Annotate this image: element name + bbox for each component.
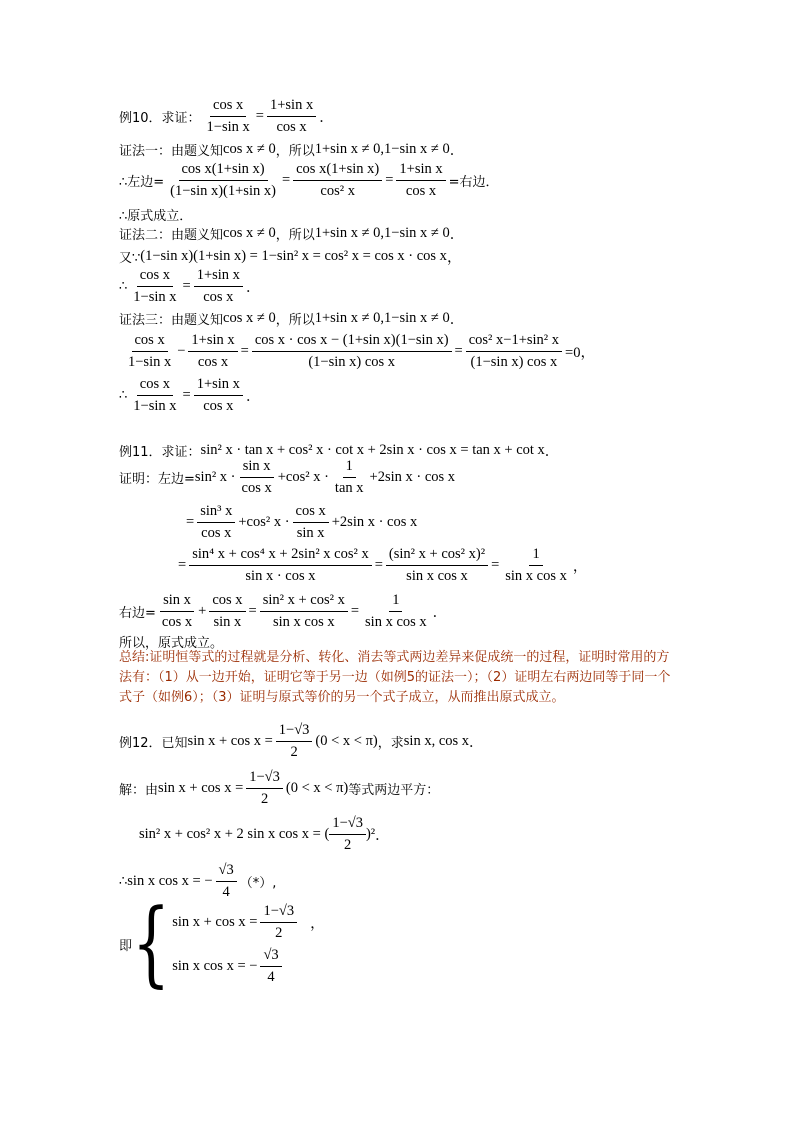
system-row-2: sin x cos x = − $\frac{√3}{4}$ [172,947,324,985]
fraction: $\frac{\text{sin³ x}}{\text{cos x}}$ [197,503,235,541]
fraction: $\frac{\text{cos² x−1+sin² x}}{\text{(1−sin x) cos x}}$ [466,332,562,370]
proof2-premise: 证法二： 由题义知 cos x ≠ 0 ，所以 1+sin x ≠ 0,1−sin x ≠ 0 ． [119,225,465,243]
fraction: $\frac{\text{cos x}}{\text{1−sin x}}$ [128,332,172,370]
proof2-conclusion: ∴ $\frac{\text{cos x}}{\text{1−sin x}}$ = $\frac{\text{1+sin x}}{\text{cos x}}$ ． [119,267,261,305]
proof3-conclusion: ∴ $\frac{\text{cos x}}{\text{1−sin x}}$ = $\frac{\text{1+sin x}}{\text{cos x}}$ ． [119,376,261,414]
proof2-identity: 又∵ (1−sin x)(1+sin x) = 1−sin² x = cos² x = cos x · cos x ， [119,248,462,266]
ex12-solution-line2: sin² x + cos² x + 2 sin x cos x = ( $\frac{1-√3}{2}$ )² ． [139,815,390,853]
fraction: $\frac{1}{\text{tan x}}$ [334,458,364,496]
proof3-derivation: $\frac{\text{cos x}}{\text{1−sin x}}$ − $\frac{\text{1+sin x}}{\text{cos x}}$ = $\frac{\text{cos x · cos x − (1+sin x)(1−sin x)}}{\text{(1−sin x) cos x}}$ = $\frac{\text{cos² x−1+sin² x}}{\text{(1−sin x) cos x}}$ =0， [122,332,595,370]
ex10-label: 例10．求证： [119,110,201,126]
fraction: $\frac{\text{cos x(1+sin x)}}{\text{cos² x}}$ [293,161,382,199]
ex11-rhs-line: 右边= $\frac{\text{sin x}}{\text{cos x}}$ + $\frac{\text{cos x}}{\text{sin x}}$ = $\frac{\text{sin² x + cos² x}}{\text{sin x cos x}}$ = $\frac{1}{\text{sin x cos x}}$ ． [119,592,448,630]
fraction: $\frac{\text{cos x}}{\text{1−sin x}}$ [206,97,250,135]
fraction: $\frac{\text{cos x}}{\text{sin x}}$ [209,592,245,630]
proof3-premise: 证法三： 由题义知 cos x ≠ 0 ，所以 1+sin x ≠ 0,1−sin x ≠ 0 ． [119,310,465,328]
ex12-solution-line3: ∴ sin x cos x = − $\frac{√3}{4}$ （*）, [119,862,277,900]
fraction: $\frac{1-√3}{2}$ [276,722,313,760]
ex11-conclusion: 所以，原式成立。 [119,636,224,651]
fraction: $\frac{1-√3}{2}$ [260,903,297,941]
fraction: $\frac{\text{1+sin x}}{\text{cos x}}$ [396,161,445,199]
fraction: $\frac{√3}{4}$ [260,947,281,985]
summary-label: 总结: [119,650,150,665]
system-row-1: sin x + cos x = $\frac{1-√3}{2}$ ， [172,903,325,941]
ex10-statement: 例10．求证： $\frac{\text{cos x}}{\text{1−sin x}}$ = $\frac{\text{1+sin x}}{\text{cos x}}$ ． [119,97,334,135]
summary-text: 证明恒等式的过程就是分析、转化、消去等式两边差异来促成统一的过程，证明时常用的方法有：（1）从一边开始，证明它等于另一边（如例5的证法一）；（2）证明左右两边同等于同一个式子（如例6）；（3）证明与原式等价的另一个式子成立，从而推出原式成立。 [119,650,671,705]
fraction: $\frac{\text{sin x}}{\text{cos x}}$ [161,592,193,630]
fraction: $\frac{\text{1+sin x}}{\text{cos x}}$ [267,97,316,135]
proof1-conclusion: ∴原式成立． [119,209,193,224]
fraction: $\frac{1}{\text{sin x cos x}}$ [365,592,427,630]
fraction: $\frac{\text{1+sin x}}{\text{cos x}}$ [194,267,243,305]
fraction: $\frac{\text{1+sin x}}{\text{cos x}}$ [188,332,237,370]
fraction: $\frac{1}{\text{sin x cos x}}$ [505,546,567,584]
ex11-statement: 例11．求证： sin² x · tan x + cos² x · cot x + 2sin x · cos x = tan x + cot x ． [119,442,560,460]
fraction: $\frac{\text{sin⁴ x + cos⁴ x + 2sin² x cos² x}}{\text{sin x · cos x}}$ [189,546,372,584]
fraction: $\frac{\text{(sin² x + cos² x)²}}{\text{sin x cos x}}$ [386,546,488,584]
ex12-solution-line1: 解：由 sin x + cos x = $\frac{1-√3}{2}$ (0 < x < π) 等式两边平方： [119,769,440,807]
ex11-proof-line3: = $\frac{\text{sin⁴ x + cos⁴ x + 2sin² x cos² x}}{\text{sin x · cos x}}$ = $\frac{\text{(sin² x + cos² x)²}}{\text{sin x cos x}}$ = $\frac{1}{\text{sin x cos x}}$ ， [178,546,588,584]
ex12-system: 即 { sin x + cos x = $\frac{1-√3}{2}$ ， sin x cos x = − $\frac{√3}{4}$ [119,890,325,999]
fraction: $\frac{\text{sin² x + cos² x}}{\text{sin x cos x}}$ [260,592,348,630]
fraction: $\frac{1-√3}{2}$ [329,815,366,853]
ex12-label: 例12．已知 [119,735,188,751]
fraction: $\frac{√3}{4}$ [216,862,237,900]
fraction: $\frac{1-√3}{2}$ [246,769,283,807]
equation-system [172,903,324,986]
fraction: $\frac{\text{cos x}}{\text{1−sin x}}$ [133,376,177,414]
ex11-label: 例11．求证： [119,445,201,460]
fraction: $\frac{\text{cos x · cos x − (1+sin x)(1−sin x)}}{\text{(1−sin x) cos x}}$ [252,332,452,370]
left-brace-icon: { [132,890,171,999]
fraction: $\frac{\text{cos x}}{\text{1−sin x}}$ [133,267,177,305]
proof1-derivation: ∴左边= $\frac{\text{cos x(1+sin x)}}{\text{(1−sin x)(1+sin x)}}$ = $\frac{\text{cos x(1+sin x)}}{\text{cos² x}}$ = $\frac{\text{1+sin x}}{\text{cos x}}$ =右边． [119,161,499,199]
ex11-proof-line1: 证明：左边= sin² x · $\frac{\text{sin x}}{\text{cos x}}$ +cos² x · $\frac{1}{\text{tan x}}$ +2sin x · cos x [119,458,456,496]
fraction: $\frac{\text{cos x}}{\text{sin x}}$ [293,503,329,541]
ex12-statement: 例12．已知 sin x + cos x = $\frac{1-√3}{2}$ (0 < x < π) ，求 sin x, cos x ． [119,722,484,760]
fraction: $\frac{\text{cos x(1+sin x)}}{\text{(1−sin x)(1+sin x)}}$ [170,161,276,199]
summary-note [119,648,675,708]
proof1-premise: 证法一： 由题义知 cos x ≠ 0 ，所以 1+sin x ≠ 0,1−sin x ≠ 0 ． [119,141,465,159]
ex11-proof-line2: = $\frac{\text{sin³ x}}{\text{cos x}}$ +cos² x · $\frac{\text{cos x}}{\text{sin x}}$ +2sin x · cos x [186,503,418,541]
fraction: $\frac{\text{1+sin x}}{\text{cos x}}$ [194,376,243,414]
fraction: $\frac{\text{sin x}}{\text{cos x}}$ [241,458,272,496]
